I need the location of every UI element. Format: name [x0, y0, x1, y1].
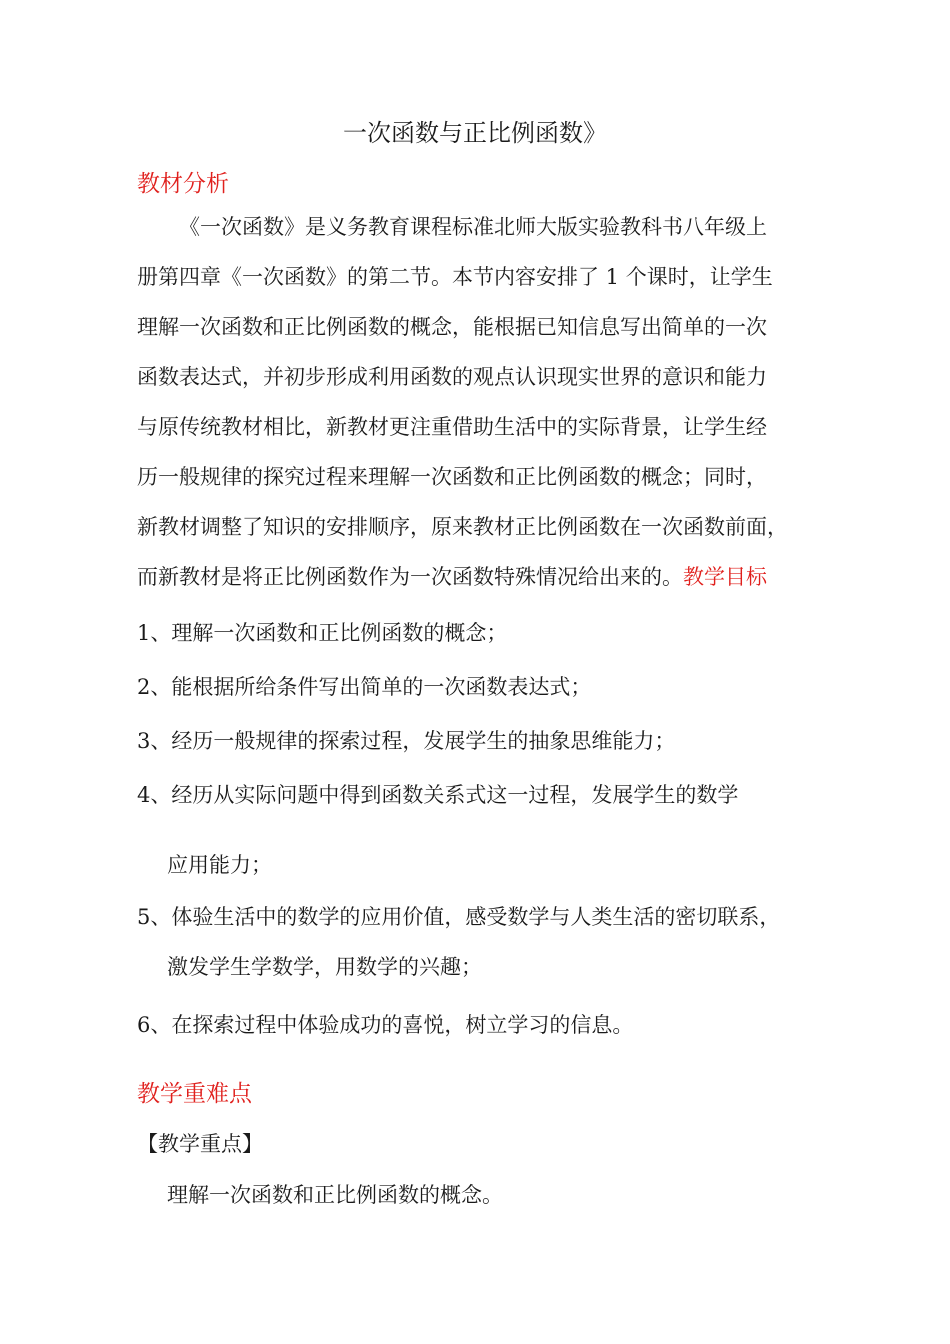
paragraph-line: 函数表达式，并初步形成利用函数的观点认识现实世界的意识和能力 [137, 365, 767, 389]
goal-item-4-continued: 应用能力； [167, 853, 272, 877]
paragraph-line-text: 而新教材是将正比例函数作为一次函数特殊情况给出来的。 [137, 565, 683, 589]
paragraph-line: 历一般规律的探究过程来理解一次函数和正比例函数的概念；同时， [137, 465, 767, 489]
paragraph-line: 与原传统教材相比，新教材更注重借助生活中的实际背景，让学生经 [137, 415, 767, 439]
goal-item-5: 5、体验生活中的数学的应用价值，感受数学与人类生活的密切联系， [137, 905, 781, 929]
paragraph-line: 册第四章《一次函数》的第二节。本节内容安排了 1 个课时，让学生 [137, 265, 773, 289]
goal-item-4: 4、经历从实际问题中得到函数关系式这一过程，发展学生的数学 [137, 783, 739, 807]
goal-item-2: 2、能根据所给条件写出简单的一次函数表达式； [137, 675, 592, 699]
paragraph-line: 理解一次函数和正比例函数的概念，能根据已知信息写出简单的一次 [137, 315, 767, 339]
section-heading-analysis: 教材分析 [137, 171, 229, 197]
key-point-content: 理解一次函数和正比例函数的概念。 [167, 1183, 503, 1207]
section-heading-key-points: 教学重难点 [137, 1081, 252, 1107]
goal-item-6: 6、在探索过程中体验成功的喜悦，树立学习的信息。 [137, 1013, 634, 1037]
goal-item-1: 1、理解一次函数和正比例函数的概念； [137, 621, 508, 645]
section-heading-goals: 教学目标 [683, 565, 767, 589]
document-title: 一次函数与正比例函数》 [343, 119, 607, 147]
paragraph-line: 《一次函数》是义务教育课程标准北师大版实验教科书八年级上 [179, 215, 767, 239]
goal-item-5-continued: 激发学生学数学，用数学的兴趣； [167, 955, 482, 979]
paragraph-line: 新教材调整了知识的安排顺序，原来教材正比例函数在一次函数前面， [137, 515, 788, 539]
analysis-paragraph [137, 202, 837, 602]
sub-heading-key-point: 【教学重点】 [137, 1132, 263, 1156]
paragraph-line-with-heading [137, 552, 837, 602]
goal-item-3: 3、经历一般规律的探索过程，发展学生的抽象思维能力； [137, 729, 676, 753]
